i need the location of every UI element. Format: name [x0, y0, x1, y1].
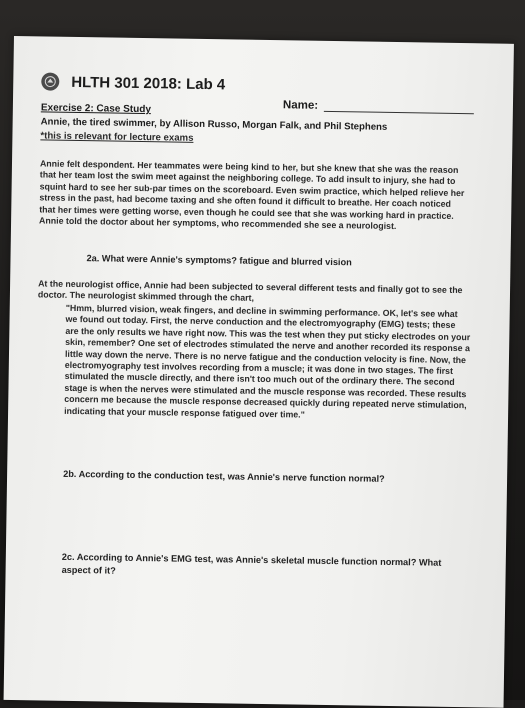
lecture-note: *this is relevant for lecture exams [40, 130, 194, 144]
paragraph-intro: Annie felt despondent. Her teammates were being kind to her, but she knew that she was the reason that her team lost the swim meet against the neighboring college. To add insult to injury, she had to squint hard to see her sub-par times on the scoreboard. Even swim practice, which helped relieve her stress in the past, had become taxing and she often found it difficult to breathe. Her coach noticed that her times were getting worse, even though he could see that she was working hard in practice. Annie told the doctor about her symptoms, who recommended she see a neurologist. [39, 158, 465, 232]
header [41, 72, 225, 93]
question-2a: 2a. What were Annie's symptoms? fatigue and blurred vision [86, 253, 352, 268]
question-2b: 2b. According to the conduction test, was Annie's nerve function normal? [63, 468, 385, 484]
name-label: Name: [282, 99, 319, 112]
worksheet-page [4, 36, 514, 708]
university-seal-icon [41, 72, 59, 90]
question-2c: 2c. According to Annie's EMG test, was Annie's skeletal muscle function normal? What aspect of it? [61, 551, 442, 576]
page-title: HLTH 301 2018: Lab 4 [71, 73, 226, 93]
paragraph-quote: "Hmm, blurred vision, weak fingers, and decline in swimming performance. OK, let's see what we found out today. First, the nerve conduction and the electromyography (EMG) tests; these are the only results we have right now. This was the test when they put sticky electrodes on your skin, remember? One set of electrodes stimulated the nerve and another recorded its response a little way down the nerve. There is no nerve fatigue and the conduction velocity is fine. Now, the electromyography test involves recording from a muscle; it was done in two stages. The first stimulated the muscle directly, and there isn't too much out of the ordinary there. The second stage is when the nerves were stimulated and the muscle response was recorded. These results concern me because the muscle response decreased quickly during repeated nerve stimulation, indicating that your muscle response fatigued over time." [64, 302, 471, 420]
exercise-title: Exercise 2: Case Study [40, 102, 152, 116]
name-blank-line [324, 99, 474, 114]
name-field [283, 98, 474, 114]
case-study-title: Annie, the tired swimmer, by Allison Russo, Morgan Falk, and Phil Stephens [40, 116, 388, 133]
paragraph-neurologist: At the neurologist office, Annie had been subjected to several different tests and finally got to see the doctor. The neurologist skimmed through the chart, [37, 278, 463, 304]
